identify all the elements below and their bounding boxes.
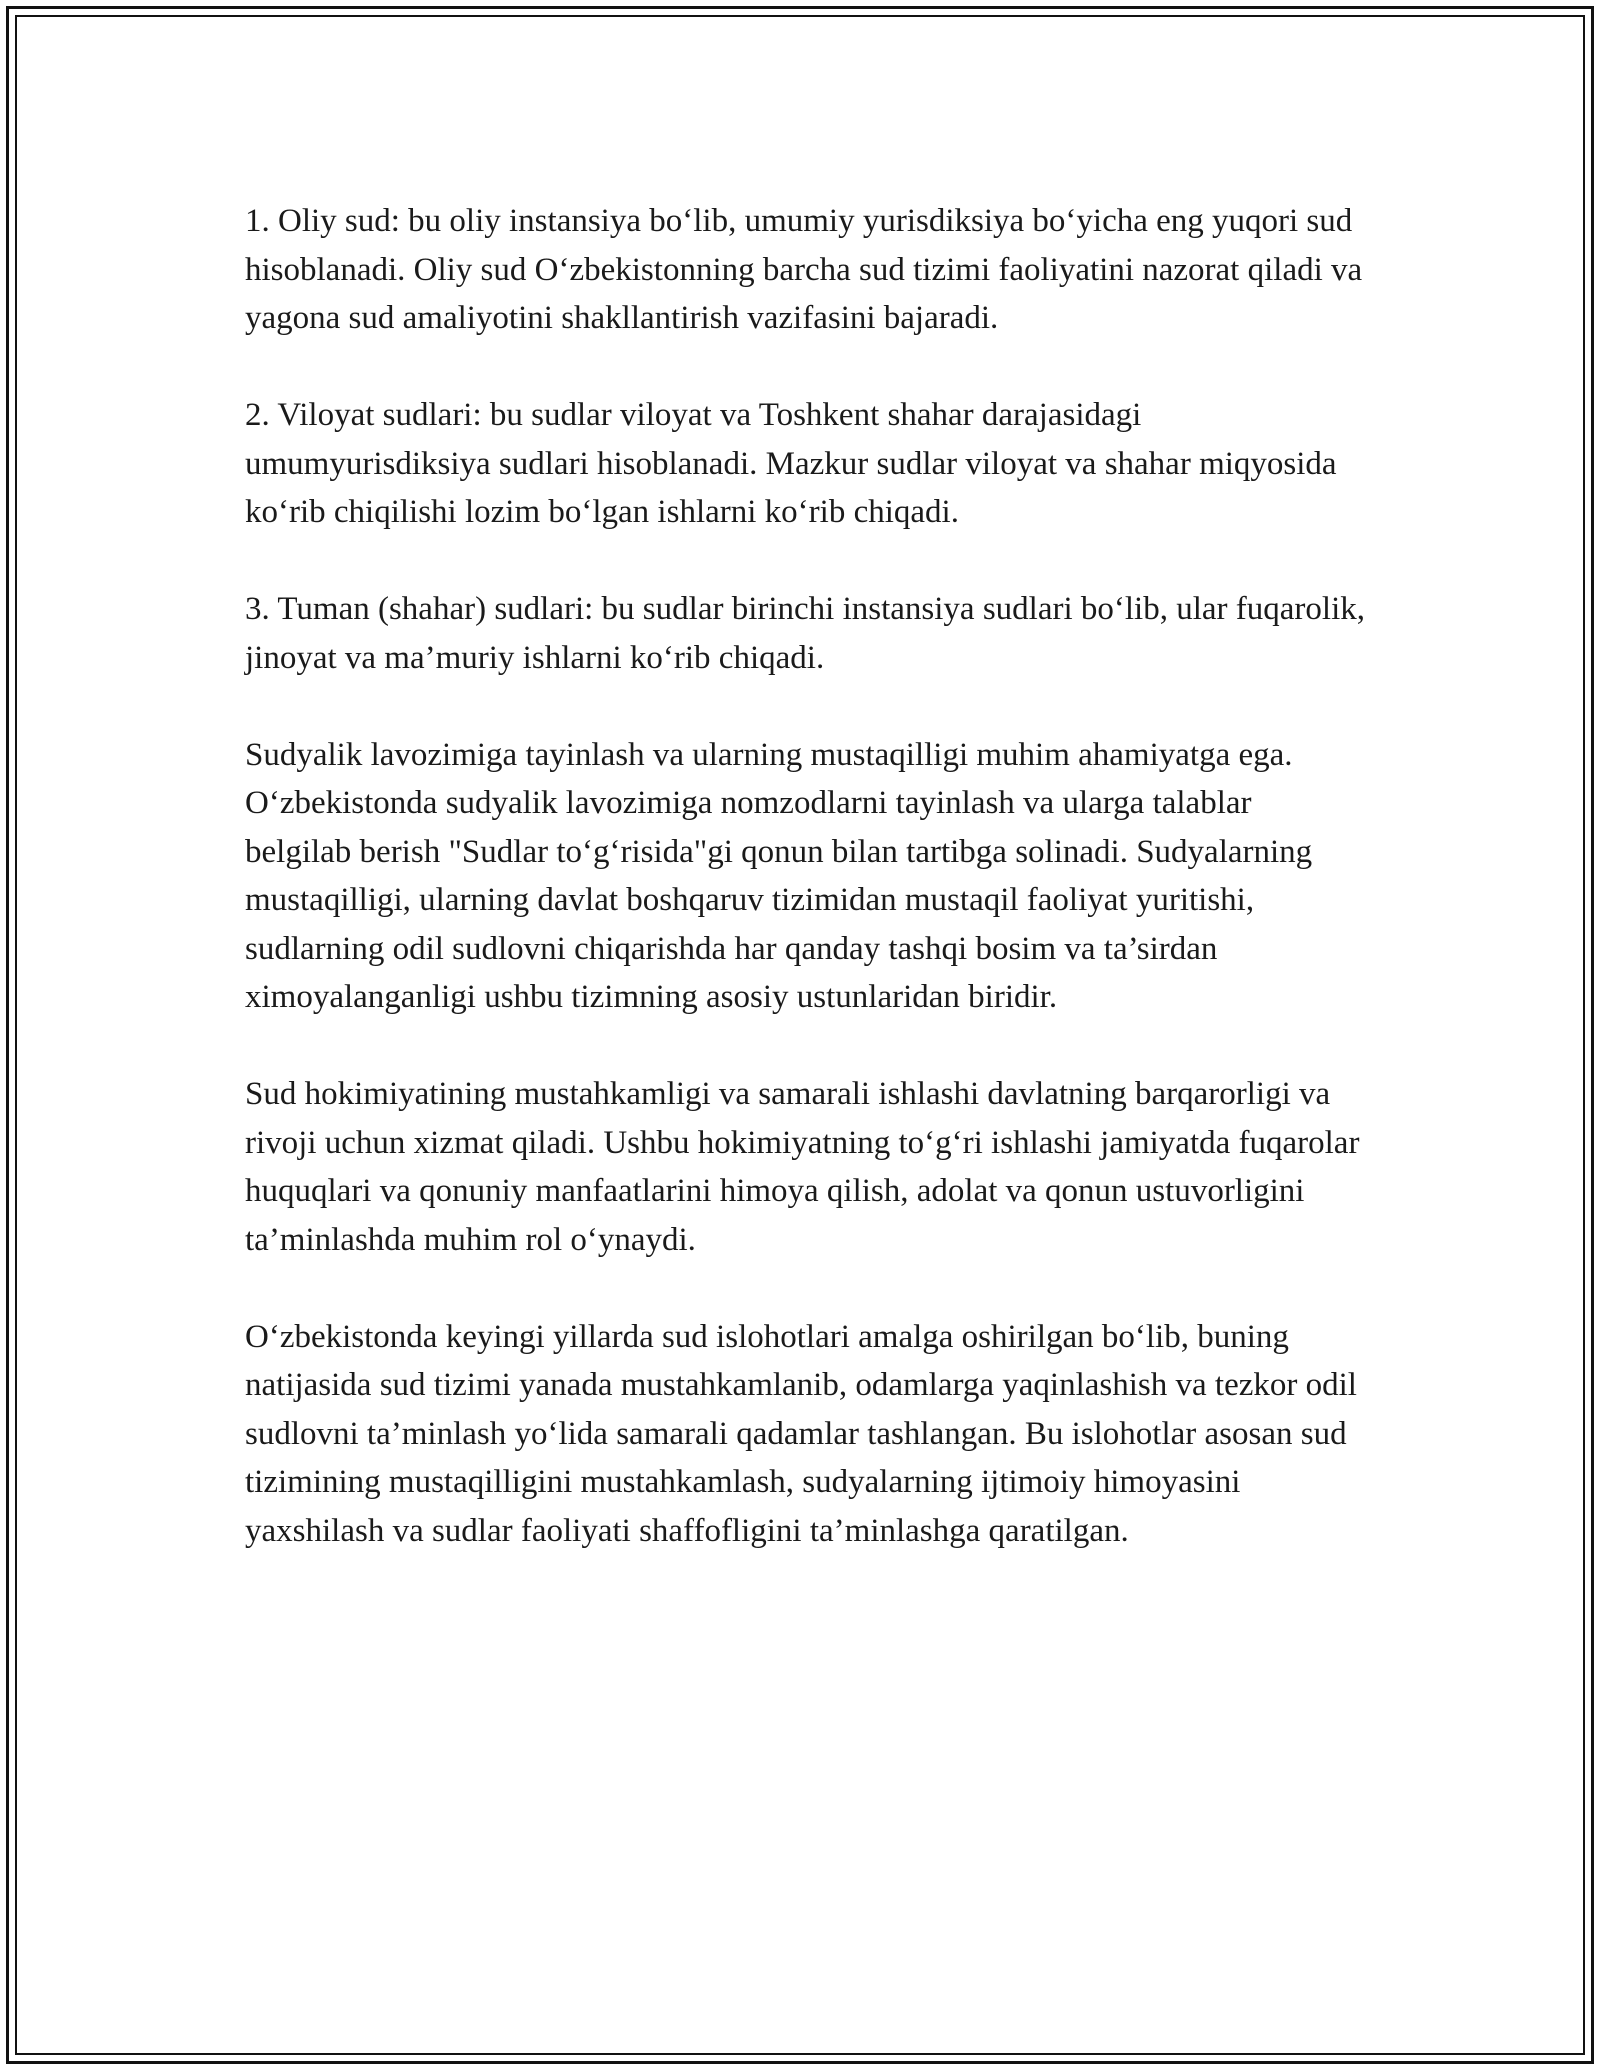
paragraph-sud-hokimiyati: Sud hokimiyatining mustahkamligi va samarali ishlashi davlatning barqarorligi va rivoji uchun xizmat qiladi. Ushbu hokimiyatning to‘g‘ri ishlashi jamiyatda fuqarolar huquqlari va qonuniy manfaatlarini himoya qilish, adolat va qonun ustuvorligini ta’minlashda muhim rol o‘ynaydi.	[245, 1076, 1360, 1258]
document-body	[245, 197, 1365, 1604]
paragraph-oliy-sud: 1. Oliy sud: bu oliy instansiya bo‘lib, umumiy yurisdiksiya bo‘yicha eng yuqori sud hisoblanadi. Oliy sud O‘zbekistonning barcha sud tizimi faoliyatini nazorat qiladi va yagona sud amaliyotini shakllantirish vazifasini bajaradi.	[245, 203, 1363, 336]
paragraph-sudyalik-lavozimi: Sudyalik lavozimiga tayinlash va ularning mustaqilligi muhim ahamiyatga ega. O‘zbekistonda sudyalik lavozimiga nomzodlarni tayinlash va ularga talablar belgilab berish "Sudlar to‘g‘risida"gi qonun bilan tartibga solinadi. Sudyalarning mustaqilligi, ularning davlat boshqaruv tizimidan mustaqil faoliyat yuritishi, sudlarning odil sudlovni chiqarishda har qanday tashqi bosim va ta’sirdan ximoyalanganligi ushbu tizimning asosiy ustunlaridan biridir.	[245, 736, 1313, 1015]
paragraph-viloyat-sudlari: 2. Viloyat sudlari: bu sudlar viloyat va Toshkent shahar darajasidagi umumyurisdiksiya sudlari hisoblanadi. Mazkur sudlar viloyat va shahar miqyosida ko‘rib chiqilishi lozim bo‘lgan ishlarni ko‘rib chiqadi.	[245, 397, 1337, 530]
document-page	[6, 6, 1594, 2064]
paragraph-sud-islohotlari: O‘zbekistonda keyingi yillarda sud islohotlari amalga oshirilgan bo‘lib, buning natijasida sud tizimi yanada mustahkamlanib, odamlarga yaqinlashish va tezkor odil sudlovni ta’minlash yo‘lida samarali qadamlar tashlangan. Bu islohotlar asosan sud tizimining mustaqilligini mustahkamlash, sudyalarning ijtimoiy himoyasini yaxshilash va sudlar faoliyati shaffofligini ta’minlashga qaratilgan.	[245, 1318, 1357, 1549]
paragraph-tuman-sudlari: 3. Tuman (shahar) sudlari: bu sudlar birinchi instansiya sudlari bo‘lib, ular fuqarolik, jinoyat va ma’muriy ishlarni ko‘rib chiqadi.	[245, 591, 1365, 676]
